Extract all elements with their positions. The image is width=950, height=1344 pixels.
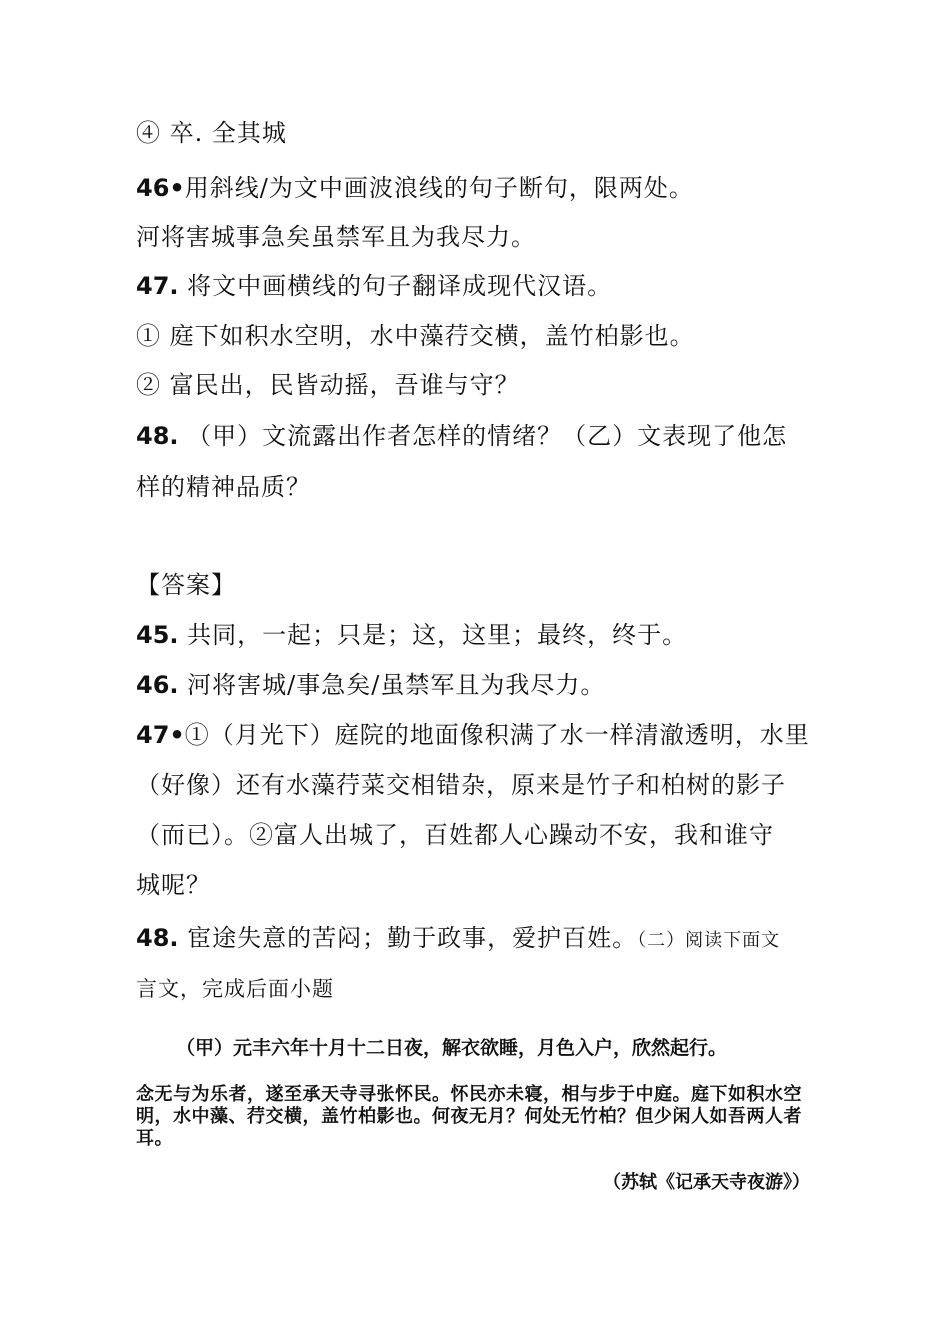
- answer-48: 48. 宦途失意的苦闷；勤于政事，爱护百姓。（二）阅读下面文: [136, 924, 781, 952]
- answer-47-line4: 城呢？: [136, 871, 211, 899]
- q48-prompt-line2: 样的精神品质？: [136, 473, 311, 501]
- section-two-intro: （二）阅读下面文: [637, 930, 781, 951]
- q47-prompt: 47. 将文中画横线的句子翻译成现代汉语。: [136, 272, 613, 300]
- answer-47-line1: 47•①（月光下）庭院的地面像积满了水一样清澈透明，水里: [136, 721, 810, 749]
- q47-item1: ① 庭下如积水空明，水中藻荇交横，盖竹柏影也。: [136, 322, 695, 350]
- answer-47-line3: （而已）。②富人出城了，百姓都人心躁动不安，我和谁守: [136, 821, 774, 849]
- q48-number: 48.: [136, 422, 179, 450]
- a46-number: 46.: [136, 671, 179, 699]
- passage-source: （苏轼《记承天寺夜游》）: [603, 1172, 810, 1193]
- q46-prompt: 46•用斜线/为文中画波浪线的句子断句，限两处。: [136, 174, 694, 202]
- q47-item2: ② 富民出，民皆动摇，吾谁与守？: [136, 371, 520, 399]
- answer-46: 46. 河将害城/事急矣/虽禁军且为我尽力。: [136, 671, 606, 699]
- a48-number: 48.: [136, 924, 179, 952]
- q46-sentence: 河将害城事急矣虽禁军且为我尽力。: [136, 223, 536, 251]
- a45-number: 45.: [136, 621, 179, 649]
- q48-prompt: 48. （甲）文流露出作者怎样的情绪？（乙）文表现了他怎: [136, 422, 788, 450]
- passage-body: 念无与为乐者，遂至承天寺寻张怀民。怀民亦未寝，相与步于中庭。庭下如积水空明，水中藻、荇交横，盖竹柏影也。何夜无月？何处无竹柏？但少闲人如吾两人者耳。: [136, 1084, 802, 1149]
- answers-heading: 【答案】: [136, 571, 236, 599]
- a47-number: 47•: [136, 721, 185, 749]
- answer-45: 45. 共同，一起；只是；这，这里；最终，终于。: [136, 621, 688, 649]
- section-two-intro-line2: 言文，完成后面小题: [136, 977, 334, 1001]
- q46-number: 46•: [136, 174, 185, 202]
- passage-title: （甲）元丰六年十月十二日夜，解衣欲睡，月色入户，欣然起行。: [176, 1037, 728, 1059]
- answer-47-line2: （好像）还有水藻荇菜交相错杂，原来是竹子和柏树的影子: [136, 771, 786, 799]
- q45-item4: ④ 卒. 全其城: [136, 119, 287, 147]
- q47-number: 47.: [136, 272, 179, 300]
